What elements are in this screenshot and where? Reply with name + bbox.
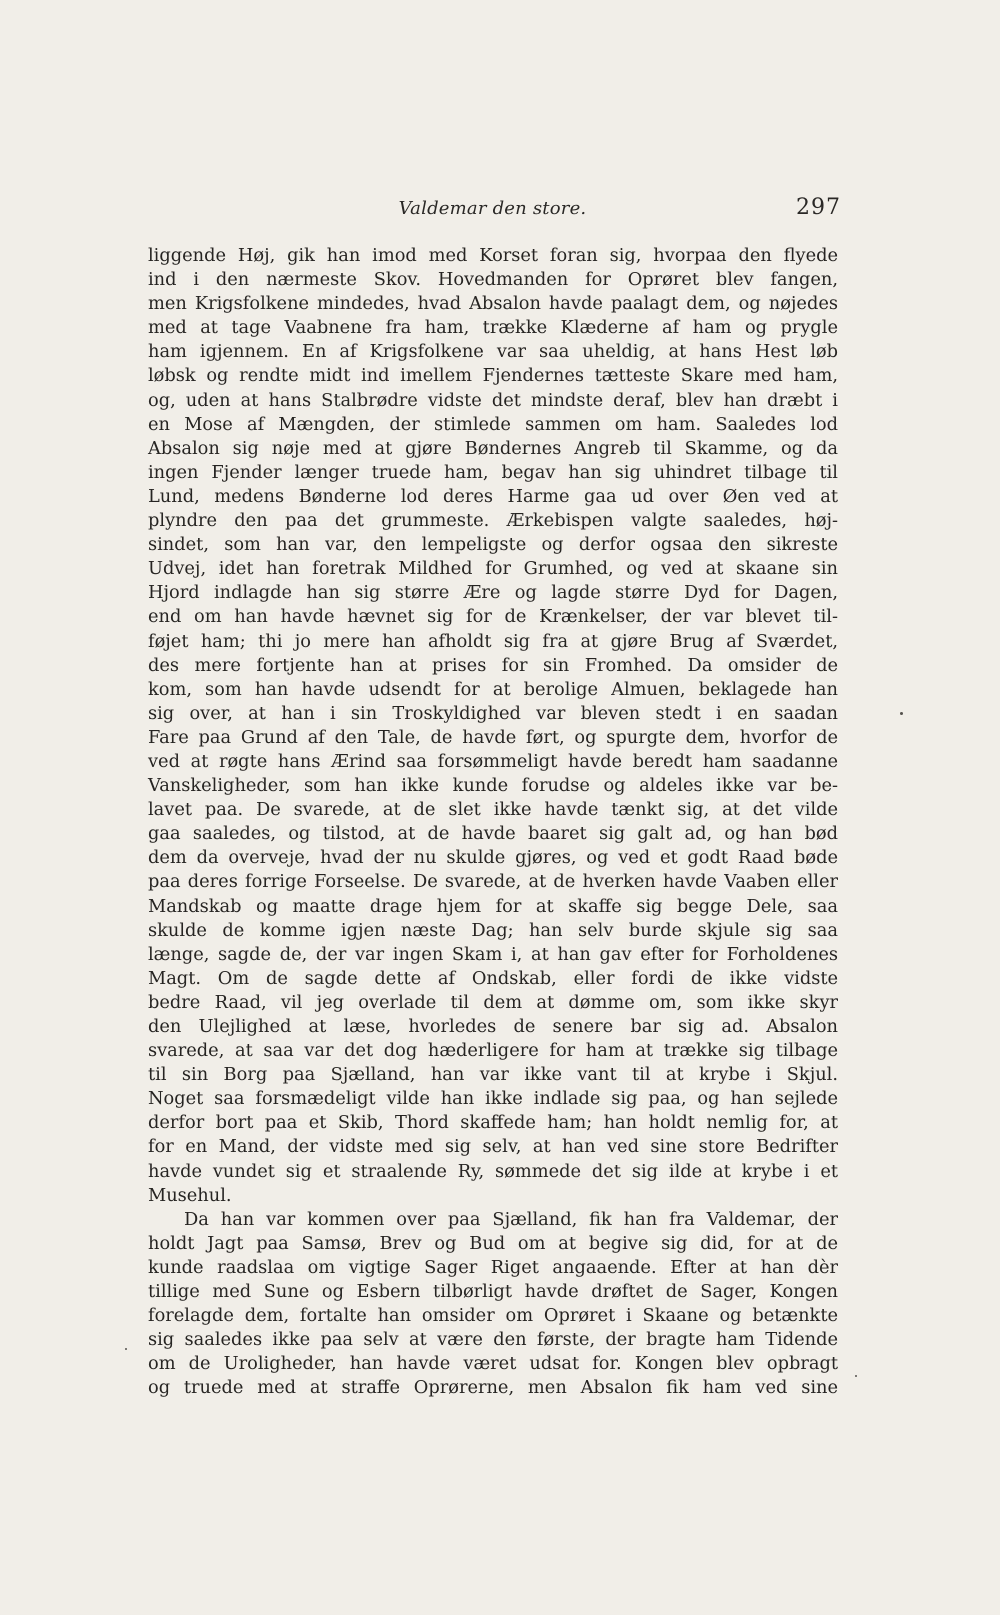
text-line: sindet, som han var, den lempeligste og derfor ogsaa den sikreste	[148, 534, 838, 556]
text-line: men Krigsfolkene mindedes, hvad Absalon havde paalagt dem, og nøjedes	[148, 293, 838, 315]
text-line: med at tage Vaabnene fra ham, trække Klæderne af ham og prygle	[148, 317, 838, 339]
text-line: plyndre den paa det grummeste. Ærkebispen valgte saaledes, høj-	[148, 510, 838, 532]
text-line: kom, som han havde udsendt for at berolige Almuen, beklagede han	[148, 678, 838, 700]
text-line: sig over, at han i sin Troskyldighed var bleven stedt i en saadan	[148, 702, 838, 724]
text-line: skulde de komme igjen næste Dag; han selv burde skjule sig saa	[148, 919, 838, 941]
text-line: længe, sagde de, der var ingen Skam i, at han gav efter for Forholdenes	[148, 943, 838, 965]
text-line: derfor bort paa et Skib, Thord skaffede ham; han holdt nemlig for, at	[148, 1112, 838, 1134]
text-line: ham igjennem. En af Krigsfolkene var saa uheldig, at hans Hest løb	[148, 341, 838, 363]
text-line: og, uden at hans Stalbrødre vidste det mindste deraf, blev han dræbt i	[148, 389, 838, 411]
paper-speck	[125, 1348, 127, 1350]
paper-speck	[855, 1375, 857, 1377]
text-line: ved at røgte hans Ærind saa forsømmeligt havde beredt ham saadanne	[148, 750, 838, 772]
paragraph-first-line: Da han var kommen over paa Sjælland, fik han fra Valdemar, der	[184, 1208, 838, 1230]
text-line: til sin Borg paa Sjælland, han var ikke vant til at krybe i Skjul.	[148, 1064, 838, 1086]
page-number: 297	[796, 195, 841, 220]
text-line: liggende Høj, gik han imod med Korset foran sig, hvorpaa den flyede	[148, 245, 838, 266]
text-line: tillige med Sune og Esbern tilbørligt havde drøftet de Sager, Kongen	[148, 1281, 838, 1303]
paragraph-end-line: Musehul.	[148, 1184, 232, 1206]
text-line: Hjord indlagde han sig større Ære og lagde større Dyd for Dagen,	[148, 582, 838, 604]
text-line: Vanskeligheder, som han ikke kunde forudse og aldeles ikke var be-	[148, 775, 838, 797]
text-line: en Mose af Mængden, der stimlede sammen om ham. Saaledes lod	[148, 413, 838, 435]
text-line: end om han havde hævnet sig for de Krænkelser, der var blevet til-	[148, 606, 838, 628]
text-line: Magt. Om de sagde dette af Ondskab, eller fordi de ikke vidste	[148, 967, 838, 989]
text-line: holdt Jagt paa Samsø, Brev og Bud om at begive sig did, for at de	[148, 1232, 838, 1254]
text-line: forelagde dem, fortalte han omsider om Oprøret i Skaane og betænkte	[148, 1305, 838, 1327]
text-line: føjet ham; thi jo mere han afholdt sig fra at gjøre Brug af Sværdet,	[148, 630, 838, 652]
text-line: havde vundet sig et straalende Ry, sømmede det sig ilde at krybe i et	[148, 1160, 838, 1182]
text-line: des mere fortjente han at prises for sin Fromhed. Da omsider de	[148, 654, 838, 676]
text-line: sig saaledes ikke paa selv at være den første, der bragte ham Tidende	[148, 1329, 838, 1351]
text-line: kunde raadslaa om vigtige Sager Riget angaaende. Efter at han dèr	[148, 1256, 838, 1278]
paper-speck	[900, 712, 903, 715]
text-line: Fare paa Grund af den Tale, de havde ført, og spurgte dem, hvorfor de	[148, 726, 838, 748]
running-title: Valdemar den store.	[398, 198, 587, 219]
text-line: paa deres forrige Forseelse. De svarede, at de hverken havde Vaaben eller	[148, 871, 838, 893]
text-line: dem da overveje, hvad der nu skulde gjøres, og ved et godt Raad bøde	[148, 847, 838, 869]
text-line: løbsk og rendte midt ind imellem Fjendernes tætteste Skare med ham,	[148, 365, 838, 387]
text-line: om de Uroligheder, han havde været udsat for. Kongen blev opbragt	[148, 1353, 838, 1375]
text-line: ind i den nærmeste Skov. Hovedmanden for Oprøret blev fangen,	[148, 269, 838, 291]
text-line: bedre Raad, vil jeg overlade til dem at dømme om, som ikke skyr	[148, 991, 838, 1013]
text-line: den Ulejlighed at læse, hvorledes de senere bar sig ad. Absalon	[148, 1016, 838, 1037]
body-text	[148, 244, 838, 1401]
text-line: lavet paa. De svarede, at de slet ikke havde tænkt sig, at det vilde	[148, 799, 838, 821]
text-line: og truede med at straffe Oprørerne, men Absalon fik ham ved sine	[148, 1377, 838, 1399]
text-line: svarede, at saa var det dog hæderligere for ham at trække sig tilbage	[148, 1040, 838, 1062]
running-head	[140, 190, 845, 230]
text-line: Lund, medens Bønderne lod deres Harme gaa ud over Øen ved at	[148, 485, 838, 507]
text-line: Udvej, idet han foretrak Mildhed for Grumhed, og ved at skaane sin	[148, 558, 838, 580]
text-line: for en Mand, der vidste med sig selv, at han ved sine store Bedrifter	[148, 1136, 838, 1158]
text-line: gaa saaledes, og tilstod, at de havde baaret sig galt ad, og han bød	[148, 823, 838, 845]
text-line: Noget saa forsmædeligt vilde han ikke indlade sig paa, og han sejlede	[148, 1088, 838, 1110]
text-line: ingen Fjender længer truede ham, begav han sig uhindret tilbage til	[148, 461, 838, 483]
text-line: Mandskab og maatte drage hjem for at skaffe sig begge Dele, saa	[148, 895, 838, 917]
text-line: Absalon sig nøje med at gjøre Bøndernes Angreb til Skamme, og da	[148, 437, 838, 459]
